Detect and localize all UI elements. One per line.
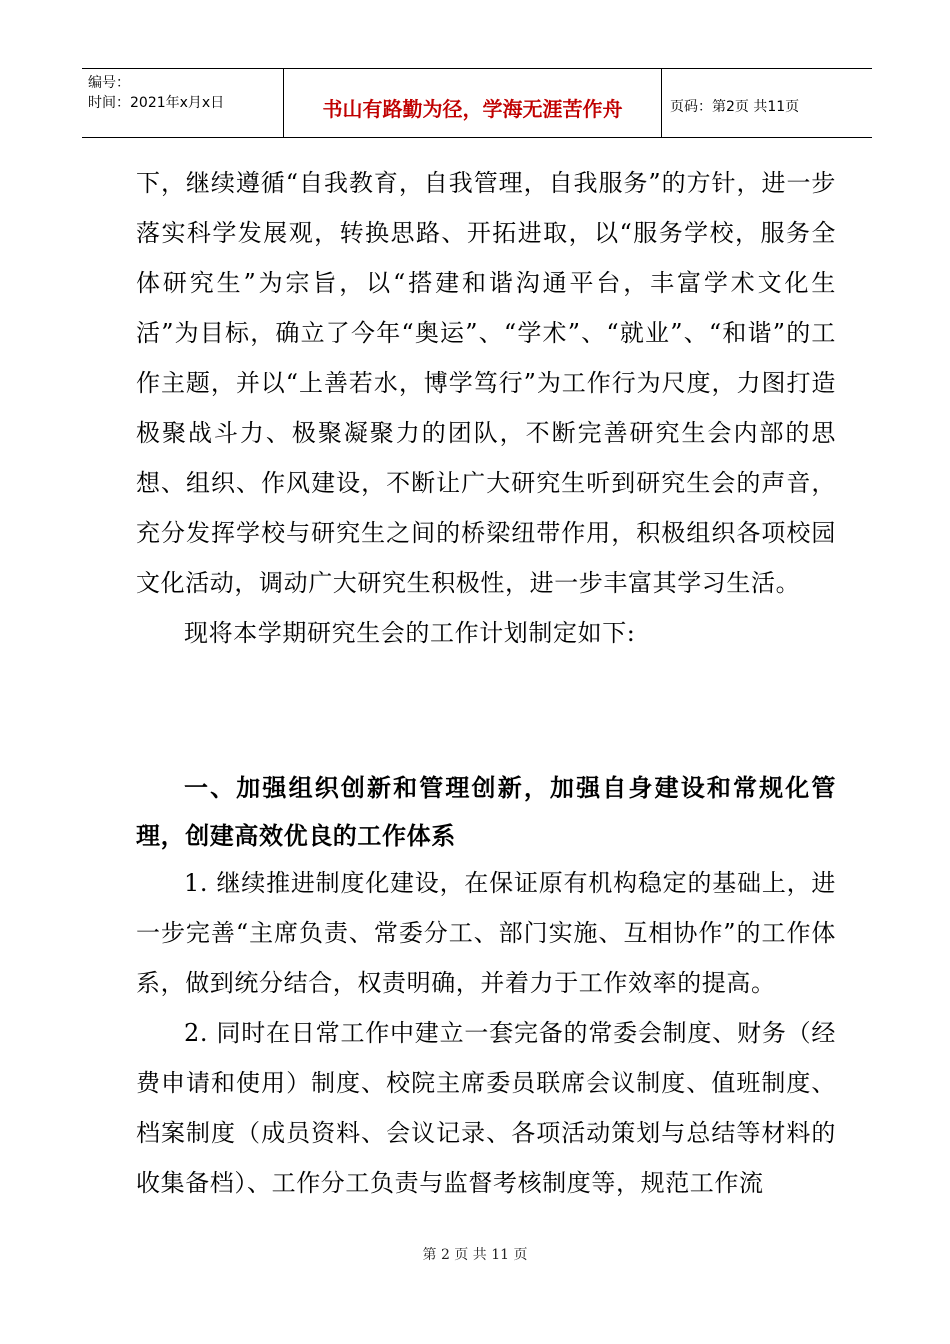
page-footer: 第 2 页 共 11 页: [422, 1247, 528, 1263]
body-paragraph-intro: 现将本学期研究生会的工作计划制定如下:: [184, 619, 636, 647]
header-page-info: 页码：第2页 共11页: [670, 99, 800, 115]
list-item: 1. 继续推进制度化建设，在保证原有机构稳定的基础上，进一步完善“主席负责、常委分工、部门实施、互相协作”的工作体系，做到统分结合，权责明确，并着力于工作效率的提高。: [136, 869, 836, 997]
section-heading: 一、加强组织创新和管理创新，加强自身建设和常规化管理，创建高效优良的工作体系: [136, 773, 836, 850]
document-body-top: [136, 158, 836, 658]
page-header: [82, 68, 872, 138]
list-item: 2. 同时在日常工作中建立一套完备的常委会制度、财务（经费申请和使用）制度、校院主席委员联席会议制度、值班制度、档案制度（成员资料、会议记录、各项活动策划与总结等材料的收集备档）、工作分工负责与监督考核制度等，规范工作流: [136, 1019, 836, 1197]
document-time-label: 时间：2021年x月x日: [88, 95, 225, 111]
header-motto: 书山有路勤为径，学海无涯苦作舟: [284, 69, 662, 137]
header-meta: [82, 69, 284, 137]
document-body-section: [136, 858, 836, 1208]
body-paragraph: 下，继续遵循“自我教育，自我管理，自我服务”的方针，进一步落实科学发展观，转换思路、开拓进取，以“服务学校，服务全体研究生”为宗旨，以“搭建和谐沟通平台，丰富学术文化生活”为目标，确立了今年“奥运”、“学术”、“就业”、“和谐”的工作主题，并以“上善若水，博学笃行”为工作行为尺度，力图打造极聚战斗力、极聚凝聚力的团队，不断完善研究生会内部的思想、组织、作风建设，不断让广大研究生听到研究生会的声音，充分发挥学校与研究生之间的桥梁纽带作用，积极组织各项校园文化活动，调动广大研究生积极性，进一步丰富其学习生活。: [136, 169, 836, 597]
document-number-label: 编号：: [88, 75, 130, 91]
